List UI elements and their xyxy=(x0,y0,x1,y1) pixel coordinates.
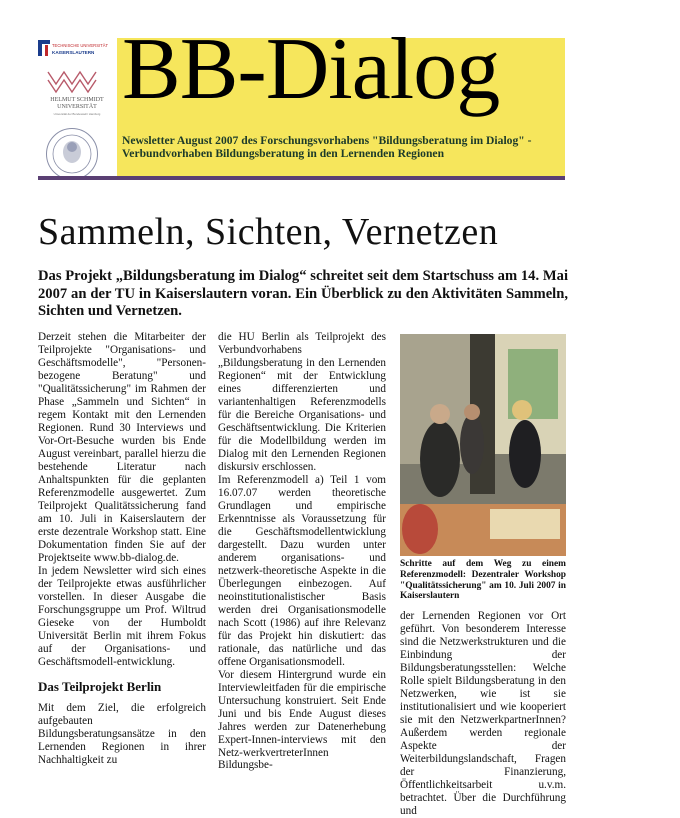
article-lead: Das Projekt „Bildungsberatung im Dialog“ schreitet seit dem Startschuss am 14. Mai 2007 an der TU in Kaiserslautern voran. Ein Überblick zu den Aktivitäten Sammeln, Sichten und Vernetzen. xyxy=(38,268,568,319)
paragraph: In jedem Newsletter wird sich eines der Teilprojekte etwas ausführlicher vorstellen. In dieser Ausgabe die Forschungsgruppe um Prof. Wiltrud Gieseke von der Humboldt Universität Berlin mit ihrem Fokus auf der Organisations- und Geschäftsmodell-entwicklung. xyxy=(38,564,206,668)
masthead xyxy=(117,21,565,176)
paragraph: Im Referenzmodell a) Teil 1 vom 16.07.07 werden theoretische Grundlagen und empirische Erkenntnisse als Voraussetzung für die Geschäftsmodellentwicklung dargestellt. Dazu wurden unter anderem organisations- und netzwerk-theoretische Aspekte in die Überlegungen einbezogen. Auf neoinstitutionalistischer Basis werden drei Organisationsmodelle nach Scott (1986) auf ihre Relevanz für das Projekt hin diskutiert: das rationale, das natürliche und das offene Organisationsmodell. xyxy=(218,473,386,668)
svg-text:HELMUT SCHMIDT: HELMUT SCHMIDT xyxy=(50,97,104,103)
section-subhead: Das Teilprojekt Berlin xyxy=(38,678,162,694)
article-column-3 xyxy=(400,610,566,818)
paragraph: Vor diesem Hintergrund wurde ein Interviewleitfaden für die empirische Untersuchung konstruiert. Seit Ende Juni und bis Ende August dieses Jahres werden zur Datenerhebung Expert-Innen-interviews mit den Netz-werkvertreterInnen Bildungsbe- xyxy=(218,668,386,772)
paragraph: Mit dem Ziel, die erfolgreich aufgebauten Bildungsberatungsansätze in den Lernenden Regionen in ihrer Nachhaltigkeit zu xyxy=(38,701,206,766)
article-column-1 xyxy=(38,331,206,767)
partner-logos xyxy=(38,38,116,178)
humboldt-universitaet-seal xyxy=(46,128,98,180)
svg-text:KAISERSLAUTERN: KAISERSLAUTERN xyxy=(52,50,95,55)
svg-text:UNIVERSITÄT: UNIVERSITÄT xyxy=(57,104,97,110)
article-column-2 xyxy=(218,331,386,772)
paragraph: der Lernenden Regionen vor Ort geführt. Von besonderem Interesse sind die Netzwerkstrukturen und die Einbindung der Bildungsberatungsstellen: Welche Rolle spielt Bildungsberatung in den Netzwerken, wie ist sie institutionalisiert und wie kooperiert sie mit den NetzwerkpartnerInnen? Außerdem werden regionale Aspekte der Weiterbildungslandschaft, Fragen der Finanzierung, Öffentlichkeitsarbeit u.v.m. betrachtet. Über die Durchführung und xyxy=(400,610,566,817)
svg-text:TECHNISCHE UNIVERSITÄT: TECHNISCHE UNIVERSITÄT xyxy=(52,43,109,48)
newsletter-subtitle: Newsletter August 2007 des Forschungsvorhabens "Bildungsberatung im Dialog" - Verbundvorhaben Bildungsberatung in den Lernenden Regionen xyxy=(122,134,532,161)
tu-kaiserslautern-logo xyxy=(38,38,116,62)
paragraph: die HU Berlin als Teilprojekt des Verbundvorhabens „Bildungsberatung in den Lernenden Regionen“ mit der Entwicklung eines differenzierten und variantenhaltigen Referenzmodells für die Bereiche Organisations- und Geschäftsentwicklung. Die Kriterien für die Modellbildung werden im Dialog mit den Lernenden Regionen diskursiv erschlossen. xyxy=(218,331,386,473)
article-headline: Sammeln, Sichten, Vernetzen xyxy=(38,211,499,253)
photo-caption: Schritte auf dem Weg zu einem Referenzmodell: Dezentraler Workshop "Qualitätssicherung" am 10. Juli 2007 in Kaiserslautern xyxy=(400,559,566,602)
helmut-schmidt-universitaet-logo xyxy=(38,68,116,118)
workshop-photo xyxy=(400,334,566,556)
masthead-rule xyxy=(38,176,565,180)
svg-text:Universität der Bundeswehr Ham: Universität der Bundeswehr Hamburg xyxy=(53,112,101,116)
newsletter-title: BB-Dialog xyxy=(122,21,500,118)
paragraph: Derzeit stehen die Mitarbeiter der Teilprojekte "Organisations- und Geschäftsmodelle", "Personen-bezogene Beratung" und "Qualitätssicherung" im Rahmen der Phase „Sammeln und Sichten“ in regem Kontakt mit den Lernenden Regionen. Rund 30 Interviews und Vor-Ort-Besuche wurden bis Ende August vereinbart, parallel hierzu die bestehende Literatur nach Anhaltspunkten für die geplanten Referenzmodelle ausgewertet. Zum Teilprojekt Qualitätssicherung fand am 10. Juli in Kaiserslautern der erste dezentrale Workshop statt. Eine Dokumentation finden Sie auf der Projektseite www.bb-dialog.de. xyxy=(38,331,206,564)
